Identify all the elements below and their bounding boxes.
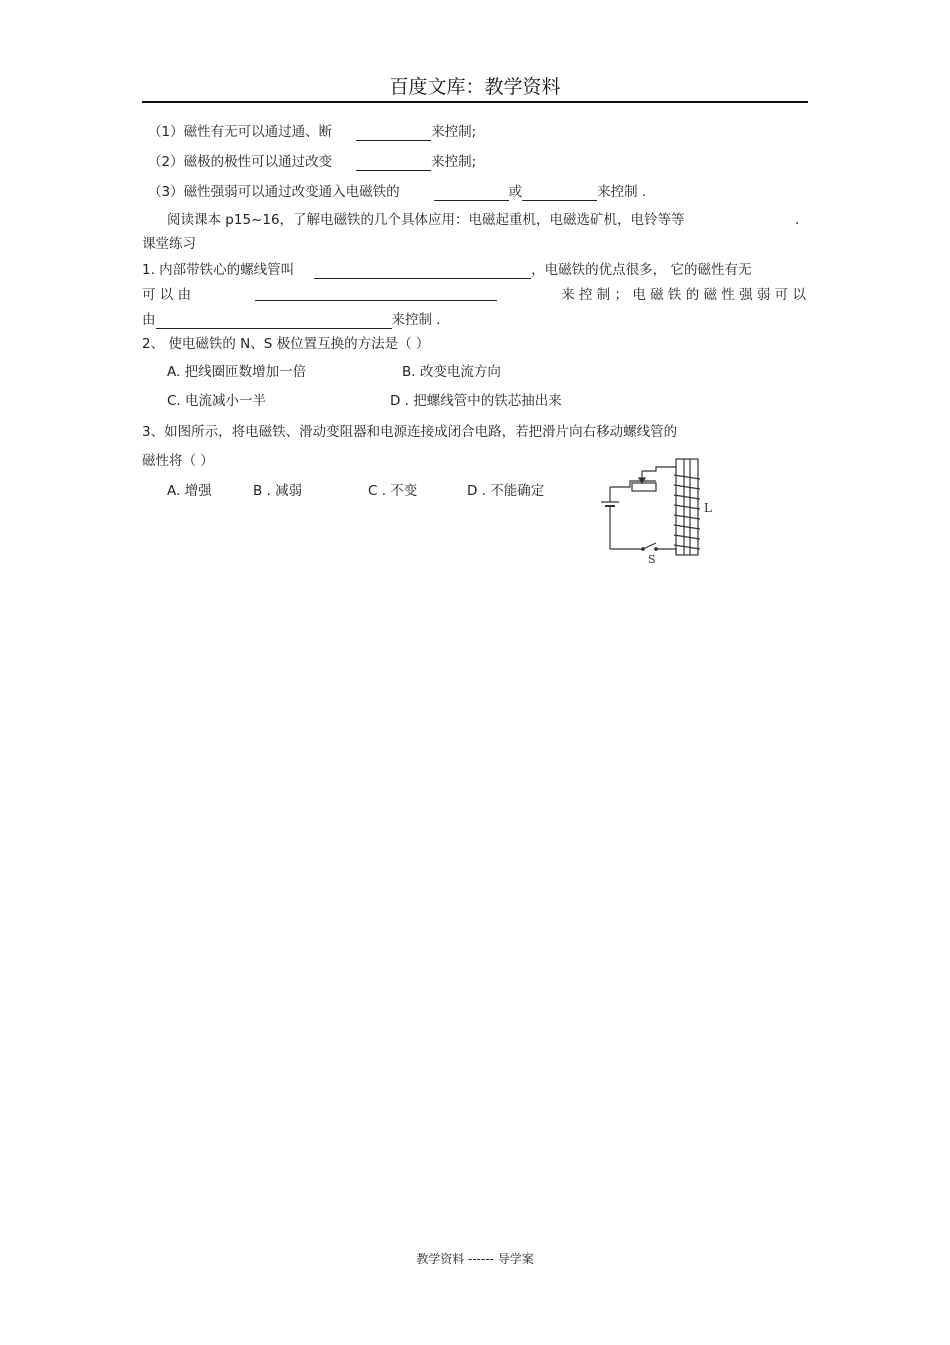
q2-stem: 2、 使电磁铁的 N、S 极位置互换的方法是（ ） bbox=[142, 336, 430, 352]
blank bbox=[255, 286, 497, 301]
intro-item-3-mid: 或 bbox=[508, 184, 523, 200]
wire bbox=[610, 481, 656, 487]
wire bbox=[656, 549, 676, 555]
circuit-diagram bbox=[598, 455, 718, 567]
battery-icon bbox=[601, 502, 619, 506]
switch-label: S bbox=[648, 553, 656, 566]
q3-option-a: A. 增强 bbox=[167, 483, 212, 499]
page-footer: 教学资料 ------ 导学案 bbox=[416, 1252, 534, 1266]
blank bbox=[522, 186, 597, 201]
switch-icon bbox=[642, 543, 658, 550]
q3-option-c: C . 不变 bbox=[368, 483, 418, 499]
blank bbox=[356, 156, 431, 171]
q1-line-1 bbox=[142, 261, 751, 279]
rheostat-icon bbox=[632, 467, 676, 491]
coil-label: L bbox=[704, 501, 712, 515]
blank bbox=[314, 264, 531, 279]
q1-line-2-prefix: 可 以 由 bbox=[142, 287, 192, 303]
q1-line-2-suffix: 来 控 制 ； 电 磁 铁 的 磁 性 强 弱 可 以 bbox=[561, 287, 806, 303]
q2-option-d: D . 把螺线管中的铁芯抽出来 bbox=[390, 393, 562, 409]
reading-note-end: . bbox=[795, 212, 800, 228]
q3-option-b: B . 减弱 bbox=[253, 483, 303, 499]
page-title: 百度文库：教学资料 bbox=[389, 76, 561, 98]
q1-line-3-prefix: 由 bbox=[142, 312, 156, 328]
q1-line-1-prefix: 1. 内部带铁心的螺线管叫 bbox=[142, 262, 295, 278]
intro-item-2 bbox=[148, 153, 476, 171]
intro-item-1-suffix: 来控制; bbox=[431, 124, 477, 140]
q2-option-a: A. 把线圈匝数增加一倍 bbox=[167, 364, 307, 380]
intro-item-1-text: （1）磁性有无可以通过通、断 bbox=[148, 124, 333, 140]
q3-option-d: D . 不能确定 bbox=[467, 483, 545, 499]
q1-line-1-suffix: ，电磁铁的优点很多， 它的磁性有无 bbox=[531, 262, 752, 278]
q3-stem-line-1: 3、如图所示，将电磁铁、滑动变阻器和电源连接成闭合电路，若把滑片向右移动螺线管的 bbox=[142, 424, 678, 440]
reading-note: 阅读课本 p15~16，了解电磁铁的几个具体应用：电磁起重机，电磁选矿机，电铃等等 bbox=[167, 212, 685, 228]
intro-item-1 bbox=[148, 123, 476, 141]
blank bbox=[156, 314, 392, 329]
header-divider bbox=[142, 101, 808, 103]
q1-line-3 bbox=[142, 311, 441, 329]
q2-option-b: B. 改变电流方向 bbox=[402, 364, 501, 380]
intro-item-3-text: （3）磁性强弱可以通过改变通入电磁铁的 bbox=[148, 184, 400, 200]
intro-item-2-text: （2）磁极的极性可以通过改变 bbox=[148, 154, 333, 170]
solenoid-icon bbox=[674, 459, 700, 555]
blank bbox=[434, 186, 509, 201]
blank bbox=[356, 126, 431, 141]
intro-item-3-suffix: 来控制 . bbox=[597, 184, 647, 200]
practice-heading: 课堂练习 bbox=[142, 236, 196, 252]
intro-item-2-suffix: 来控制; bbox=[431, 154, 477, 170]
q1-line-2 bbox=[142, 286, 806, 304]
intro-item-3 bbox=[148, 183, 646, 201]
q2-option-c: C. 电流减小一半 bbox=[167, 393, 267, 409]
q3-stem-line-2: 磁性将（ ） bbox=[142, 453, 214, 469]
q1-line-3-suffix: 来控制 . bbox=[391, 312, 441, 328]
